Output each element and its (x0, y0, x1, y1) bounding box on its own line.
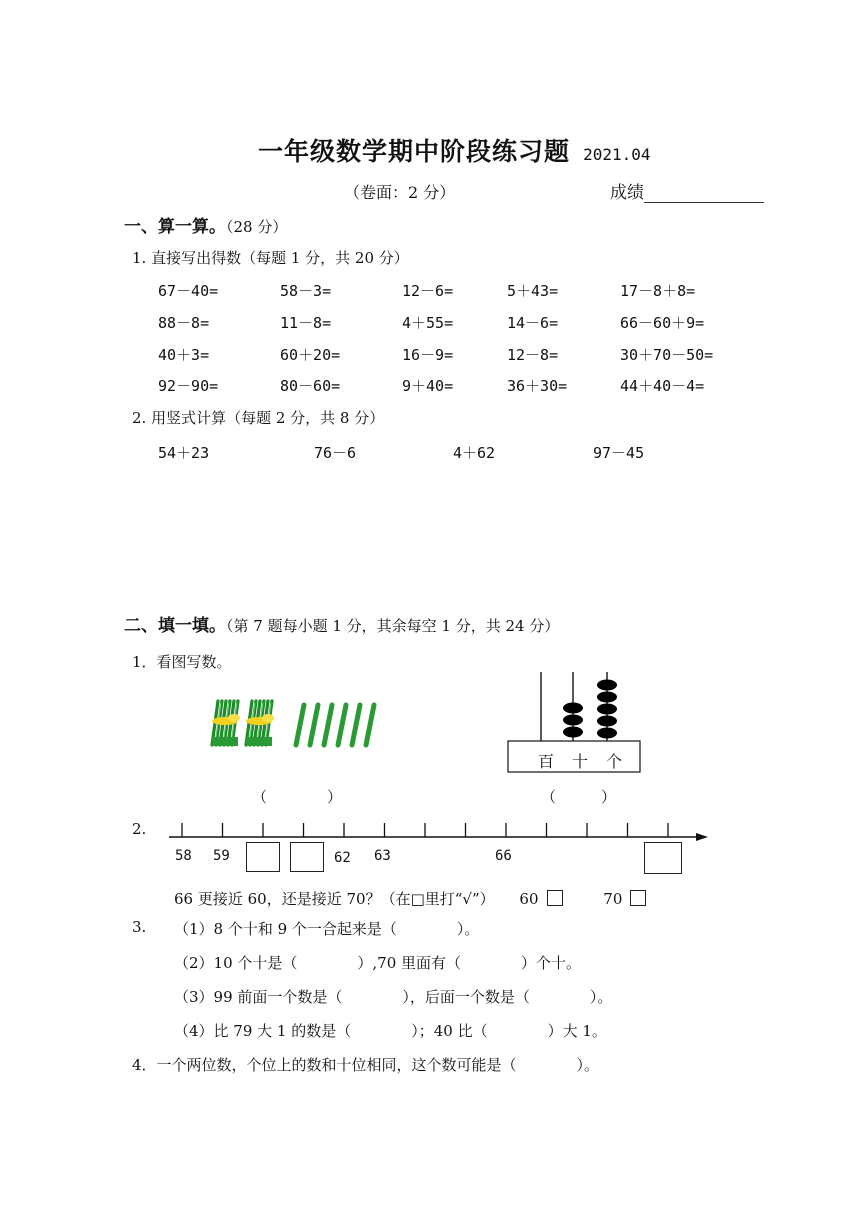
calc-item: 5＋43= (507, 282, 559, 300)
calc-item: 60＋20= (280, 346, 341, 364)
calc-item: 40＋3= (158, 346, 210, 364)
section1-heading-row (124, 212, 287, 237)
number-line-label-62: 62 (334, 850, 351, 866)
vertical-calc-3: 4＋62 (453, 444, 496, 462)
vertical-calc-2: 76－6 (314, 444, 357, 462)
option-70-label: 70 (603, 890, 623, 908)
abacus-label-tens: 十 (572, 752, 589, 771)
section1-points: （28 分） (226, 218, 288, 236)
number-line-blank-60[interactable] (246, 842, 280, 872)
section1-heading: 一、算一算。 (124, 217, 226, 237)
stick-bundle-1-icon (212, 701, 240, 746)
q3-item-3: （3）99 前面一个数是（ ），后面一个数是（ ）。 (174, 988, 613, 1006)
exam-date: 2021.04 (583, 145, 651, 164)
number-line-label-66: 66 (495, 848, 512, 864)
calc-item: 88－8= (158, 314, 210, 332)
number-line-blank-61[interactable] (290, 842, 324, 872)
stick-bundle-2-icon (246, 701, 274, 746)
calc-item: 58－3= (280, 282, 332, 300)
calc-item: 92－90= (158, 377, 219, 395)
calc-item: 30＋70－50= (620, 346, 714, 364)
section2-points: （第 7 题每小题 1 分，其余每空 1 分，共 24 分） (226, 617, 560, 635)
calc-item: 66－60＋9= (620, 314, 705, 332)
vertical-calc-4: 97－45 (593, 444, 645, 462)
number-line-label-63: 63 (374, 848, 391, 864)
number-line-label-58: 58 (175, 848, 192, 864)
section2-heading-row (124, 611, 559, 636)
score-field (610, 178, 764, 203)
abacus-answer-blank[interactable]: （ ） (541, 788, 617, 806)
q3-item-1: （1）8 个十和 9 个一合起来是（ ）。 (174, 920, 480, 938)
score-blank[interactable] (644, 186, 764, 203)
vertical-calc-1: 54＋23 (158, 444, 210, 462)
number-line-label-59: 59 (213, 848, 230, 864)
abacus-label-hundreds: 百 (538, 752, 555, 771)
calc-item: 67－40= (158, 282, 219, 300)
single-sticks-icon (296, 705, 374, 745)
neatness-points: （卷面：2 分） (344, 183, 456, 202)
number-line-blank-end[interactable] (644, 842, 682, 874)
calc-item: 44＋40－4= (620, 377, 705, 395)
section1-q2-label: 2. 用竖式计算（每题 2 分，共 8 分） (132, 409, 385, 427)
option-70-checkbox[interactable] (630, 890, 646, 906)
page-title-row (258, 132, 651, 168)
calc-item: 4＋55= (402, 314, 454, 332)
abacus-label-ones: 个 (606, 752, 623, 771)
section2-q1-label: 1．看图写数。 (132, 653, 232, 671)
q3-item-4: （4）比 79 大 1 的数是（ ）；40 比（ ）大 1。 (174, 1022, 607, 1040)
calc-item: 12－6= (402, 282, 454, 300)
section2-q3-number: 3. (132, 918, 147, 936)
option-60-checkbox[interactable] (547, 890, 563, 906)
q3-item-2: （2）10 个十是（ ）,70 里面有（ ）个十。 (174, 954, 582, 972)
calc-item: 17－8＋8= (620, 282, 696, 300)
calc-item: 9＋40= (402, 377, 454, 395)
section2-q2-number: 2. (132, 820, 147, 838)
abacus-beads (563, 680, 617, 739)
section2-q4: 4．一个两位数，个位上的数和十位相同，这个数可能是（ ）。 (132, 1056, 600, 1074)
q2-closer-question (174, 888, 646, 909)
page-title: 一年级数学期中阶段练习题 (258, 137, 571, 166)
score-label: 成绩 (610, 183, 644, 203)
calc-item: 16－9= (402, 346, 454, 364)
section1-q1-label: 1. 直接写出得数（每题 1 分，共 20 分） (132, 249, 409, 267)
calc-item: 14－6= (507, 314, 559, 332)
calc-item: 12－8= (507, 346, 559, 364)
section2-heading: 二、填一填。 (124, 616, 226, 636)
q2-closer-question-text: 66 更接近 60，还是接近 70？（在□里打“√”） (174, 890, 495, 908)
sticks-answer-blank[interactable]: （ ） (252, 788, 343, 806)
calc-item: 11－8= (280, 314, 332, 332)
calc-item: 36＋30= (507, 377, 568, 395)
stick-bundles-picture (204, 695, 394, 755)
option-60-label: 60 (519, 890, 539, 908)
calc-item: 80－60= (280, 377, 341, 395)
